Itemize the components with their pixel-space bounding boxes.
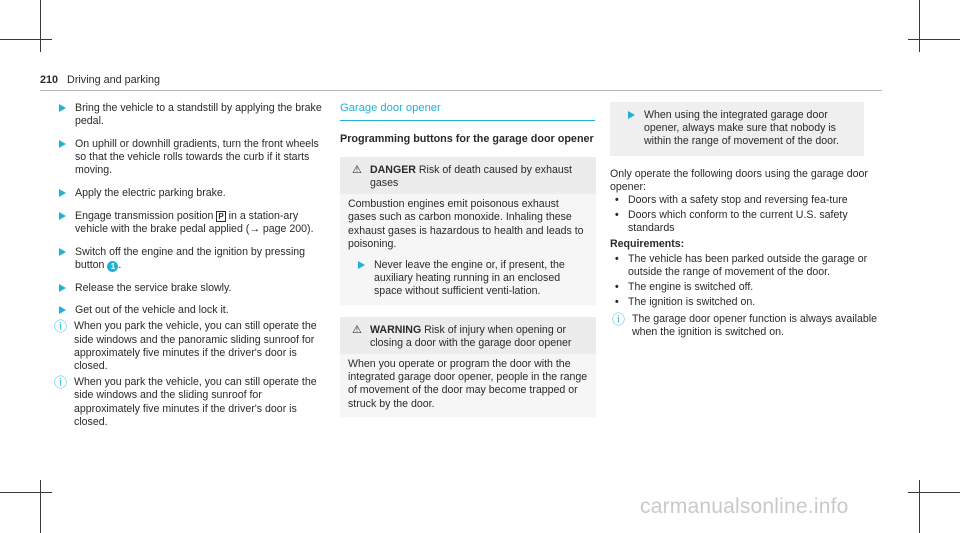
- warning-header: ⚠ WARNING Risk of injury when opening or closing a door with the garage door opener: [352, 323, 572, 349]
- warning-triangle-icon: ⚠: [352, 163, 362, 176]
- subsection-title: Programming buttons for the garage door opener: [340, 133, 594, 146]
- step-arrow-icon: [59, 104, 66, 112]
- info-icon: ⓘ: [612, 311, 626, 327]
- danger-body: Combustion engines emit poisonous exhaust gases such as carbon monoxide. Inhaling these exhaust gases is hazardous to health and leads to poisoning. Never leave the engine or, if present, the auxiliary heating running in an enclosed space without sufficient venti-lation.: [340, 194, 596, 304]
- list-item: • The ignition is switched on.: [615, 296, 756, 309]
- watermark: carmanualsonline.info: [640, 495, 849, 518]
- crop-mark: [0, 492, 52, 493]
- intro-text: Only operate the following doors using the garage door opener:: [610, 167, 868, 193]
- info-icon: ⓘ: [54, 319, 68, 335]
- step-item: Engage transmission position P in a station-ary vehicle with the brake pedal applied (→ page 200).: [52, 210, 324, 236]
- step-arrow-icon: [59, 248, 66, 256]
- park-position-icon: P: [218, 211, 224, 221]
- step-arrow-icon: [59, 306, 66, 314]
- column-garage-door-conditions: [610, 102, 882, 342]
- section-name: Driving and parking: [67, 74, 161, 86]
- step-item: On uphill or downhill gradients, turn the front wheels so that the vehicle rolls towards the curb if it starts moving.: [52, 138, 324, 178]
- step-arrow-icon: [59, 189, 66, 197]
- warning-triangle-icon: ⚠: [352, 323, 362, 336]
- section-title: Garage door opener: [340, 102, 441, 114]
- crop-mark: [908, 39, 960, 40]
- header-divider: [40, 90, 882, 91]
- crop-mark: [919, 0, 920, 52]
- step-item: Release the service brake slowly.: [52, 282, 324, 295]
- button-callout-badge: 1: [107, 261, 118, 272]
- list-item: • The engine is switched off.: [615, 281, 754, 294]
- step-arrow-icon: [59, 212, 66, 220]
- note-item: ⓘ When you park the vehicle, you can still operate the side windows and the panoramic sliding sunroof for approximately five minutes if the driver's door is closed.: [54, 319, 317, 373]
- danger-box: [340, 157, 596, 305]
- crop-mark: [908, 492, 960, 493]
- crop-mark: [919, 480, 920, 533]
- step-arrow-icon: [628, 111, 635, 119]
- step-item: Get out of the vehicle and lock it.: [52, 304, 324, 317]
- crop-mark: [40, 480, 41, 533]
- list-item: • Doors with a safety stop and reversing fea-ture: [615, 194, 848, 207]
- note-item: ⓘ When you park the vehicle, you can still operate the side windows and the sliding sunroof for approximately five minutes if the driver's door is closed.: [54, 375, 317, 428]
- step-arrow-icon: [358, 261, 365, 269]
- instruction-box: [610, 102, 864, 156]
- list-item: • Doors which conform to the current U.S. safety standards: [615, 209, 848, 235]
- step-item: Bring the vehicle to a standstill by applying the brake pedal.: [52, 102, 324, 128]
- info-icon: ⓘ: [54, 375, 68, 391]
- requirements-label: Requirements:: [610, 237, 685, 250]
- step-item: When using the integrated garage door opener, always make sure that nobody is within the range of movement of the door.: [618, 109, 856, 149]
- column-parking-steps: [52, 102, 324, 432]
- step-item: Apply the electric parking brake.: [52, 187, 324, 200]
- column-garage-door: [340, 102, 612, 417]
- note-item: ⓘ The garage door opener function is always available when the ignition is switched on.: [612, 311, 877, 338]
- warning-body: When you operate or program the door with the integrated garage door opener, people in the range of movement of the door may become trapped or struck by the door.: [340, 354, 596, 417]
- crop-mark: [0, 39, 52, 40]
- warning-box: [340, 317, 596, 417]
- step-item: Switch off the engine and the ignition by pressing button 1 .: [52, 246, 324, 272]
- step-arrow-icon: [59, 140, 66, 148]
- page-header: [40, 74, 160, 87]
- danger-header: ⚠ DANGER Risk of death caused by exhaust gases: [352, 163, 572, 189]
- step-arrow-icon: [59, 284, 66, 292]
- step-item: Never leave the engine or, if present, the auxiliary heating running in an enclosed space without sufficient venti-lation.: [348, 259, 588, 299]
- page-number: 210: [40, 74, 59, 86]
- crop-mark: [40, 0, 41, 52]
- list-item: • The vehicle has been parked outside the garage or outside the range of movement of the door.: [615, 252, 868, 279]
- section-divider: [340, 120, 595, 121]
